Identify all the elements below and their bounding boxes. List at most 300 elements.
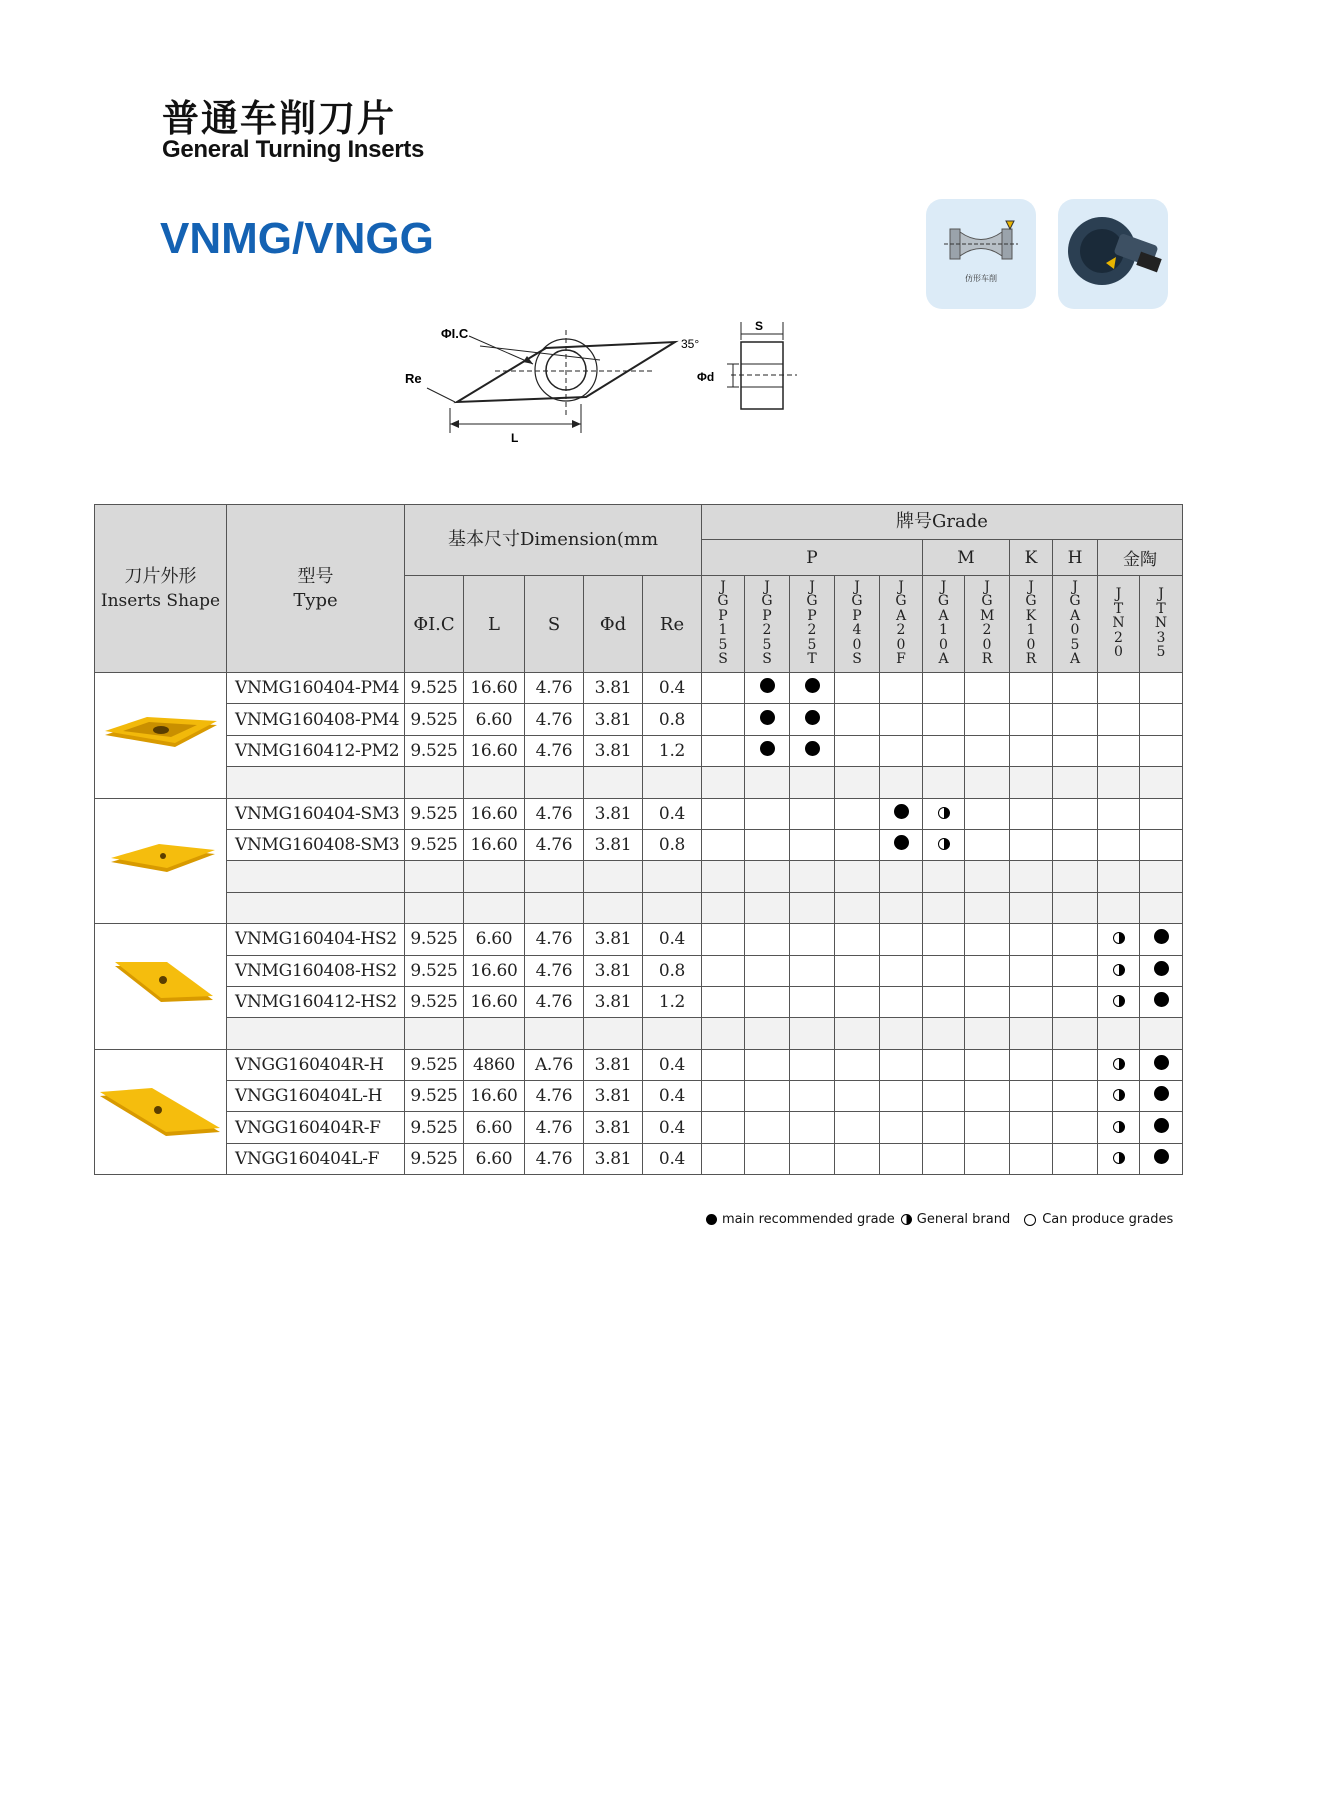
blank-cell (227, 1018, 405, 1049)
grade-cell (1140, 1081, 1183, 1112)
dim-value: 1.2 (643, 735, 702, 766)
grade-col-header: JGA10A (923, 576, 965, 673)
diagram-ic-label: ΦI.C (441, 326, 469, 341)
blank-cell (790, 1018, 835, 1049)
blank-cell (965, 1018, 1010, 1049)
insert-shape-image (95, 673, 227, 799)
group-m: M (923, 540, 1010, 576)
dim-value: 9.525 (405, 924, 464, 955)
dim-col-header: Re (643, 576, 702, 673)
grade-cell (1140, 735, 1183, 766)
grade-cell (835, 829, 880, 860)
grade-cell (1053, 1112, 1098, 1143)
dim-value: 3.81 (584, 735, 643, 766)
grade-cell (745, 829, 790, 860)
dim-value: 4.76 (525, 829, 584, 860)
grade-cell (702, 798, 745, 829)
grade-cell (1010, 673, 1053, 704)
grade-cell (790, 1049, 835, 1080)
general-grade-dot-icon (1113, 932, 1125, 944)
insert-type: VNGG160404R-H (227, 1049, 405, 1080)
grade-col-header: JGP25T (790, 576, 835, 673)
grade-col-header: JGP40S (835, 576, 880, 673)
grade-cell (745, 735, 790, 766)
main-grade-dot-icon (1154, 1118, 1169, 1133)
blank-cell (835, 861, 880, 892)
legend-half-dot-icon (901, 1214, 912, 1225)
dim-value: 16.60 (464, 735, 525, 766)
dim-value: 9.525 (405, 673, 464, 704)
grade-cell (965, 955, 1010, 986)
insert-type: VNMG160404-SM3 (227, 798, 405, 829)
grade-cell (880, 829, 923, 860)
header-grade: 牌号Grade (702, 505, 1183, 540)
spec-table (94, 504, 1183, 1175)
grade-cell (1140, 673, 1183, 704)
main-grade-dot-icon (1154, 1055, 1169, 1070)
main-grade-dot-icon (760, 741, 775, 756)
dim-value: 4.76 (525, 1112, 584, 1143)
dim-value: 3.81 (584, 955, 643, 986)
dim-value: 0.4 (643, 1081, 702, 1112)
blank-cell (1010, 892, 1053, 923)
insert-shape-image (95, 1049, 227, 1175)
grade-cell (965, 1143, 1010, 1174)
general-grade-dot-icon (1113, 1152, 1125, 1164)
blank-cell (643, 861, 702, 892)
dim-value: 4.76 (525, 735, 584, 766)
table-row (95, 798, 1183, 829)
dim-value: 0.4 (643, 924, 702, 955)
insert-shape-image (95, 798, 227, 924)
header-shape-cn: 刀片外形 (124, 565, 197, 587)
dim-value: 0.4 (643, 1049, 702, 1080)
grade-cell (1053, 673, 1098, 704)
diagram-re-label: Re (405, 371, 422, 386)
grade-cell (1053, 704, 1098, 735)
dim-value: 0.4 (643, 673, 702, 704)
header-shape (95, 505, 227, 673)
dim-value: 6.60 (464, 704, 525, 735)
blank-cell (702, 1018, 745, 1049)
grade-cell (965, 1081, 1010, 1112)
grade-cell (745, 1143, 790, 1174)
dim-value: 4.76 (525, 1143, 584, 1174)
grade-cell (745, 986, 790, 1017)
dim-value: 6.60 (464, 1112, 525, 1143)
blank-cell (1140, 861, 1183, 892)
dim-col-header: L (464, 576, 525, 673)
grade-cell (835, 673, 880, 704)
grade-cell (1053, 924, 1098, 955)
blank-cell (1010, 861, 1053, 892)
blank-cell (835, 892, 880, 923)
blank-cell (1053, 1018, 1098, 1049)
grade-cell (1053, 1143, 1098, 1174)
grade-cell (1010, 798, 1053, 829)
grade-col-header: JGP15S (702, 576, 745, 673)
blank-cell (584, 861, 643, 892)
insert-type: VNMG160412-PM2 (227, 735, 405, 766)
header-type-cn: 型号 (297, 565, 334, 587)
grade-cell (790, 704, 835, 735)
insert-shape-image (95, 924, 227, 1050)
blank-cell (965, 861, 1010, 892)
grade-cell (1053, 955, 1098, 986)
page-title-en: General Turning Inserts (162, 136, 425, 163)
grade-cell (702, 704, 745, 735)
blank-cell (584, 767, 643, 798)
grade-cell (745, 1112, 790, 1143)
grade-cell (702, 735, 745, 766)
dim-value: 9.525 (405, 829, 464, 860)
profile-turning-card (926, 199, 1036, 309)
grade-cell (1098, 829, 1140, 860)
table-row (95, 704, 1183, 735)
dim-value: 9.525 (405, 1081, 464, 1112)
grade-cell (965, 986, 1010, 1017)
grade-cell (965, 673, 1010, 704)
grade-cell (923, 673, 965, 704)
turning-operation-card (1058, 199, 1168, 309)
header-shape-en: Inserts Shape (100, 590, 221, 611)
blank-cell (227, 892, 405, 923)
dim-value: 16.60 (464, 798, 525, 829)
dim-value: 0.4 (643, 798, 702, 829)
blank-cell (1140, 1018, 1183, 1049)
grade-cell (880, 1081, 923, 1112)
grade-cell (1010, 1081, 1053, 1112)
main-grade-dot-icon (1154, 1086, 1169, 1101)
dim-value: 16.60 (464, 986, 525, 1017)
turning-operation-icon (1058, 199, 1168, 309)
blank-cell (1098, 892, 1140, 923)
dim-value: 9.525 (405, 1112, 464, 1143)
grade-cell (835, 986, 880, 1017)
legend-can: Can produce grades (1042, 1212, 1174, 1227)
blank-cell (405, 861, 464, 892)
grade-cell (702, 1143, 745, 1174)
grade-cell (790, 1112, 835, 1143)
grade-cell (1010, 829, 1053, 860)
blank-cell (1140, 892, 1183, 923)
dim-value: 16.60 (464, 1081, 525, 1112)
diagram-l-label: L (511, 431, 519, 445)
blank-cell (880, 861, 923, 892)
blank-row (95, 892, 1183, 923)
grade-cell (790, 955, 835, 986)
blank-cell (880, 892, 923, 923)
dim-value: 4.76 (525, 955, 584, 986)
grade-cell (835, 704, 880, 735)
grade-cell (1098, 955, 1140, 986)
dim-value: 4.76 (525, 924, 584, 955)
table-row (95, 924, 1183, 955)
dim-value: 3.81 (584, 1143, 643, 1174)
blank-cell (835, 1018, 880, 1049)
dim-value: 9.525 (405, 1049, 464, 1080)
grade-cell (745, 924, 790, 955)
dim-value: 3.81 (584, 1081, 643, 1112)
blank-cell (923, 767, 965, 798)
grade-cell (1098, 986, 1140, 1017)
dim-value: 3.81 (584, 673, 643, 704)
grade-cell (923, 798, 965, 829)
legend-general: General brand (916, 1212, 1011, 1227)
blank-cell (525, 1018, 584, 1049)
blank-cell (702, 892, 745, 923)
grade-cell (702, 924, 745, 955)
blank-cell (405, 892, 464, 923)
blank-row (95, 1018, 1183, 1049)
grade-cell (1140, 1143, 1183, 1174)
blank-cell (1010, 767, 1053, 798)
table-row (95, 986, 1183, 1017)
grade-cell (880, 1049, 923, 1080)
grade-cell (1053, 986, 1098, 1017)
grade-col-header: JGK10R (1010, 576, 1053, 673)
grade-cell (1098, 704, 1140, 735)
grade-cell (923, 1112, 965, 1143)
grade-cell (745, 1049, 790, 1080)
blank-cell (835, 767, 880, 798)
profile-turning-icon (926, 199, 1036, 309)
blank-cell (923, 1018, 965, 1049)
blank-cell (643, 1018, 702, 1049)
grade-col-header: JGM20R (965, 576, 1010, 673)
blank-row (95, 767, 1183, 798)
header-dimension: 基本尺寸Dimension(mm (405, 505, 702, 576)
insert-type: VNGG160404L-H (227, 1081, 405, 1112)
grade-cell (1010, 735, 1053, 766)
grade-cell (1098, 1081, 1140, 1112)
page-title-cn: 普通车削刀片 (162, 97, 396, 140)
legend-full-dot-icon (706, 1214, 717, 1225)
dim-value: 16.60 (464, 955, 525, 986)
dim-value: 4.76 (525, 704, 584, 735)
general-grade-dot-icon (1113, 995, 1125, 1007)
grade-cell (965, 1049, 1010, 1080)
blank-cell (584, 892, 643, 923)
grade-cell (923, 1143, 965, 1174)
grade-cell (1140, 986, 1183, 1017)
grade-cell (1010, 1143, 1053, 1174)
grade-cell (923, 924, 965, 955)
blank-cell (525, 767, 584, 798)
blank-cell (745, 861, 790, 892)
dim-value: 6.60 (464, 1143, 525, 1174)
table-row (95, 955, 1183, 986)
general-grade-dot-icon (1113, 1058, 1125, 1070)
grade-cell (1010, 1112, 1053, 1143)
blank-cell (643, 767, 702, 798)
grade-cell (880, 924, 923, 955)
insert-type: VNMG160404-PM4 (227, 673, 405, 704)
grade-cell (1140, 924, 1183, 955)
blank-cell (1053, 861, 1098, 892)
grade-cell (1010, 924, 1053, 955)
blank-cell (745, 1018, 790, 1049)
grade-cell (1140, 829, 1183, 860)
blank-cell (1098, 861, 1140, 892)
blank-cell (745, 767, 790, 798)
grade-cell (1140, 1049, 1183, 1080)
blank-cell (405, 767, 464, 798)
grade-cell (923, 986, 965, 1017)
insert-dimension-diagram (405, 318, 805, 448)
grade-cell (1053, 829, 1098, 860)
grade-cell (745, 1081, 790, 1112)
dim-value: 3.81 (584, 1112, 643, 1143)
dim-value: 0.4 (643, 1143, 702, 1174)
grade-cell (1140, 1112, 1183, 1143)
dim-value: 0.8 (643, 704, 702, 735)
dim-value: 16.60 (464, 673, 525, 704)
main-grade-dot-icon (894, 835, 909, 850)
grade-cell (835, 1049, 880, 1080)
blank-cell (965, 892, 1010, 923)
grade-cell (880, 735, 923, 766)
dim-value: 3.81 (584, 1049, 643, 1080)
grade-cell (923, 704, 965, 735)
blank-cell (525, 892, 584, 923)
blank-cell (702, 767, 745, 798)
table-row (95, 673, 1183, 704)
general-grade-dot-icon (1113, 1089, 1125, 1101)
grade-cell (1053, 1081, 1098, 1112)
blank-cell (923, 892, 965, 923)
group-h: H (1053, 540, 1098, 576)
blank-cell (1098, 767, 1140, 798)
grade-cell (880, 1112, 923, 1143)
dim-value: 1.2 (643, 986, 702, 1017)
grade-cell (1098, 1143, 1140, 1174)
grade-cell (1098, 673, 1140, 704)
general-grade-dot-icon (1113, 1121, 1125, 1133)
dim-value: 3.81 (584, 986, 643, 1017)
grade-col-header: JGA20F (880, 576, 923, 673)
grade-cell (835, 798, 880, 829)
blank-cell (965, 767, 1010, 798)
dim-value: 9.525 (405, 704, 464, 735)
grade-cell (702, 1112, 745, 1143)
grade-cell (702, 1081, 745, 1112)
blank-cell (227, 767, 405, 798)
insert-type: VNGG160404R-F (227, 1112, 405, 1143)
grade-cell (923, 1049, 965, 1080)
dim-value: 9.525 (405, 735, 464, 766)
grade-cell (835, 735, 880, 766)
blank-cell (1053, 767, 1098, 798)
blank-cell (1010, 1018, 1053, 1049)
dim-value: 9.525 (405, 1143, 464, 1174)
blank-cell (643, 892, 702, 923)
grade-cell (1010, 986, 1053, 1017)
dim-value: 9.525 (405, 955, 464, 986)
dim-value: 16.60 (464, 829, 525, 860)
grade-col-header: JGA05A (1053, 576, 1098, 673)
grade-cell (835, 1143, 880, 1174)
blank-row (95, 861, 1183, 892)
grade-cell (1098, 798, 1140, 829)
main-grade-dot-icon (760, 710, 775, 725)
grade-cell (702, 673, 745, 704)
insert-type: VNMG160408-HS2 (227, 955, 405, 986)
dim-col-header: ΦI.C (405, 576, 464, 673)
dim-value: 3.81 (584, 924, 643, 955)
blank-cell (1098, 1018, 1140, 1049)
grade-cell (745, 798, 790, 829)
table-row (95, 735, 1183, 766)
grade-cell (965, 798, 1010, 829)
dim-value: 4.76 (525, 1081, 584, 1112)
table-row (95, 1112, 1183, 1143)
dim-value: 9.525 (405, 798, 464, 829)
grade-cell (880, 1143, 923, 1174)
dim-value: 3.81 (584, 829, 643, 860)
dim-col-header: S (525, 576, 584, 673)
grade-cell (790, 735, 835, 766)
blank-cell (1140, 767, 1183, 798)
table-row (95, 829, 1183, 860)
dim-value: 0.8 (643, 955, 702, 986)
grade-cell (880, 955, 923, 986)
grade-cell (835, 955, 880, 986)
grade-cell (1053, 1049, 1098, 1080)
dim-value: 4860 (464, 1049, 525, 1080)
grade-cell (965, 704, 1010, 735)
grade-cell (1140, 955, 1183, 986)
grade-cell (880, 704, 923, 735)
grade-cell (880, 986, 923, 1017)
grade-cell (745, 704, 790, 735)
dim-value: 9.525 (405, 986, 464, 1017)
grade-cell (965, 735, 1010, 766)
main-grade-dot-icon (1154, 1149, 1169, 1164)
grade-cell (790, 924, 835, 955)
main-grade-dot-icon (805, 741, 820, 756)
grade-cell (1098, 1112, 1140, 1143)
dim-value: 3.81 (584, 704, 643, 735)
grade-cell (1098, 1049, 1140, 1080)
grade-cell (880, 673, 923, 704)
diagram-s-label: S (755, 319, 764, 333)
blank-cell (464, 767, 525, 798)
grade-cell (1010, 955, 1053, 986)
grade-cell (702, 1049, 745, 1080)
main-grade-dot-icon (805, 678, 820, 693)
model-title: VNMG/VNGG (160, 214, 434, 263)
blank-cell (405, 1018, 464, 1049)
legend-empty-dot-icon (1024, 1214, 1036, 1226)
blank-cell (790, 861, 835, 892)
blank-cell (790, 892, 835, 923)
insert-type: VNMG160408-PM4 (227, 704, 405, 735)
blank-cell (880, 767, 923, 798)
grade-cell (923, 1081, 965, 1112)
group-k: K (1010, 540, 1053, 576)
grade-cell (923, 735, 965, 766)
table-row (95, 1081, 1183, 1112)
grade-cell (790, 798, 835, 829)
dim-value: 0.8 (643, 829, 702, 860)
diagram-angle-label: 35° (681, 337, 700, 351)
grade-cell (790, 673, 835, 704)
grade-cell (745, 673, 790, 704)
grade-cell (835, 1112, 880, 1143)
diagram-d-label: Φd (697, 370, 715, 384)
grade-cell (835, 924, 880, 955)
